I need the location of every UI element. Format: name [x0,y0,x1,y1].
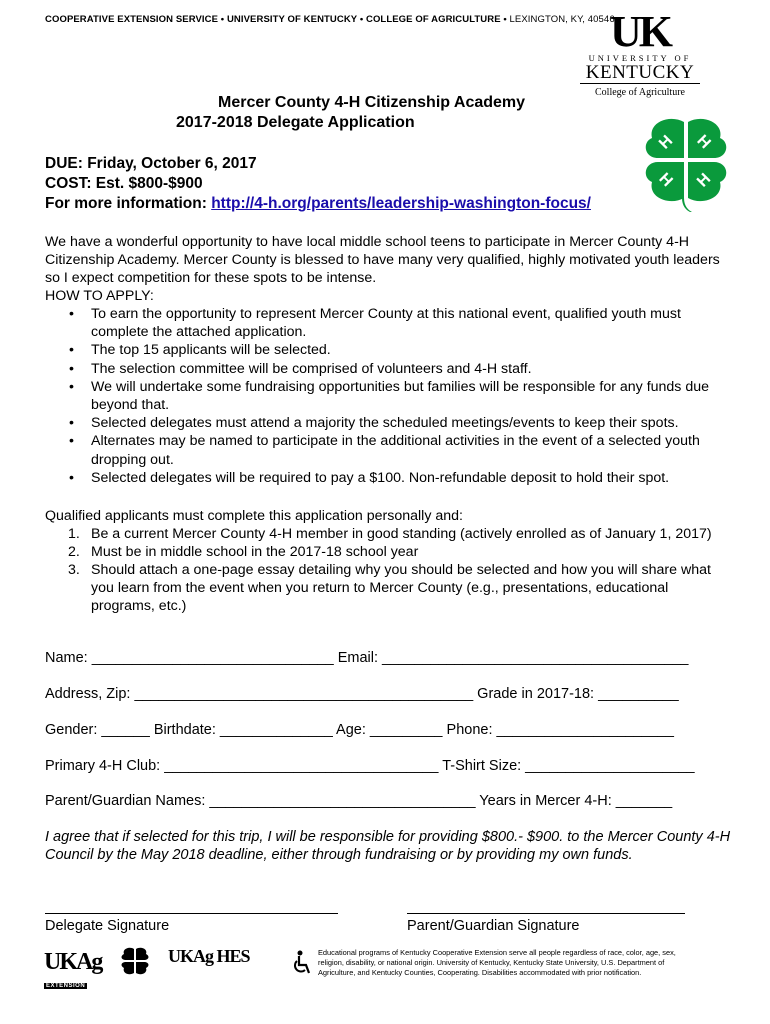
disclaimer-text: Educational programs of Kentucky Cooperative Extension serve all people regardless of race, color, age, sex, religion, disability, or national origin. University of Kentucky, Kentucky State University, U.S. Department of Agriculture, and Kentucky Counties, Cooperating. Disabilities accommodated with prior notification. [318,948,676,977]
list-item: • The top 15 applicants will be selected. [45,341,735,359]
list-item: • We will undertake some fundraising opportunities but families will be responsible for any funds due beyond that. [45,378,735,414]
list-item [45,525,735,543]
ukag-hes-logo: UKAg HES [168,946,250,966]
svg-text:H: H [656,132,677,153]
list-text: Be a current Mercer County 4-H member in good standing (actively enrolled as of January 1, 2017) [91,526,712,542]
uk-logo-university: UNIVERSITY OF [588,53,692,63]
how-to-apply-heading: HOW TO APPLY: [45,288,154,304]
gender-birthdate-age-phone-field[interactable]: Gender: ______ Birthdate: ______________ Age: _________ Phone: ______________________ [45,722,674,738]
header-bar-bold: COOPERATIVE EXTENSION SERVICE • UNIVERSITY OF KENTUCKY • COLLEGE OF AGRICULTURE • [45,14,507,25]
list-text: Must be in middle school in the 2017-18 school year [91,544,419,560]
guardian-years-field[interactable]: Parent/Guardian Names: _________________________________ Years in Mercer 4-H: _______ [45,793,673,809]
svg-text:H: H [655,170,676,191]
list-item [45,543,735,561]
uk-logo-college: College of Agriculture [595,87,685,98]
name-email-field[interactable]: Name: ______________________________ Email: ______________________________________ [45,650,689,666]
qualified-intro: Qualified applicants must complete this application personally and: [45,508,463,524]
svg-text:H: H [693,132,714,153]
list-item: • Alternates may be named to participate in the additional activities in the event of a selected youth dropping out. [45,432,735,468]
page-title: Mercer County 4-H Citizenship Academy [218,94,526,111]
ukag-mark: UKAg [44,949,102,975]
club-tshirt-field[interactable]: Primary 4-H Club: __________________________________ T-Shirt Size: _____________________ [45,758,695,774]
svg-text:H: H [694,170,715,191]
list-item: • Selected delegates must attend a majority the scheduled meetings/events to keep their spots. [45,414,735,432]
uk-logo-mark: UK [610,7,670,56]
requirements-list [45,525,735,615]
ukag-extension-label: EXTENSION [46,983,86,989]
page-subtitle: 2017-2018 Delegate Application [176,114,415,131]
more-info-link[interactable]: http://4-h.org/parents/leadership-washington-focus/ [211,195,591,212]
delegate-signature-line[interactable] [45,913,338,914]
list-item: • The selection committee will be comprised of volunteers and 4-H staff. [45,360,735,378]
list-number: 3. [68,562,80,578]
accessibility-icon [292,950,312,976]
more-info-label: For more information: [45,195,212,212]
address-grade-field[interactable]: Address, Zip: __________________________________________ Grade in 2017-18: __________ [45,686,679,702]
due-date: DUE: Friday, October 6, 2017 [45,155,257,172]
agreement-statement: I agree that if selected for this trip, I will be responsible for providing $800.- $900. to the Mercer County 4-H Council by the May 2018 deadline, either through fundraising or by providing my own funds. [45,829,731,863]
more-info [45,195,591,213]
list-number: 1. [68,526,80,542]
how-to-apply-list [45,305,735,487]
uk-logo [580,7,700,98]
header-bar-address: LEXINGTON, KY, 40546 [506,14,615,25]
guardian-signature-line[interactable] [407,913,685,914]
header-bar [45,14,615,25]
intro-paragraph: We have a wonderful opportunity to have local middle school teens to participate in Mercer County 4-H Citizenship Academy. Mercer County is blessed to have many very qualified, highly motivated youth leaders so I expect competition for these spots to be intense. [45,234,720,286]
list-item: • Selected delegates will be required to pay a $100. Non-refundable deposit to hold their spot. [45,469,735,487]
cost: COST: Est. $800-$900 [45,175,203,192]
guardian-signature-label: Parent/Guardian Signature [407,918,580,934]
list-item: • To earn the opportunity to represent Mercer County at this national event, qualified youth must complete the attached application. [45,305,735,341]
list-item [45,561,735,615]
list-text: Should attach a one-page essay detailing why you should be selected and how you will share what you learn from the event when you return to Mercer County (e.g., presentations, educational programs, etc.) [91,562,711,614]
delegate-signature-label: Delegate Signature [45,918,170,934]
four-h-clover-icon [120,946,150,976]
ukag-extension-logo [44,949,102,989]
list-number: 2. [68,544,80,560]
uk-logo-kentucky: KENTUCKY [580,63,700,84]
